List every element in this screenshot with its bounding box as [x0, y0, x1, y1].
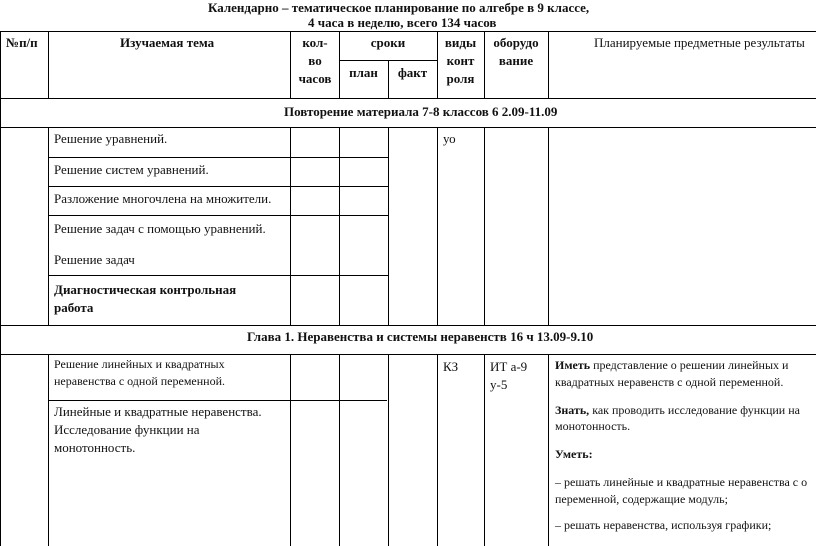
control-type: КЗ: [443, 359, 459, 374]
table-rule: [48, 400, 387, 401]
topic-row: Разложение многочлена на множители.: [54, 191, 272, 206]
table-rule: [0, 325, 816, 326]
result-line: – решать неравенства, используя графики;: [555, 518, 772, 532]
result-keyword: Уметь:: [555, 447, 593, 461]
result-keyword: Иметь: [555, 358, 591, 372]
table-rule: [48, 275, 388, 276]
table-col-line: [290, 354, 291, 546]
topic-row: Решение задач с помощью уравнений.: [54, 221, 266, 236]
table-rule: [0, 98, 816, 99]
topic-row-line: Решение линейных и квадратных: [54, 357, 225, 371]
document-title-line1: Календарно – тематическое планирование по алгебре в 9 классе,: [208, 0, 590, 15]
topic-row-line: монотонность.: [54, 440, 136, 455]
equipment-line: у-5: [490, 377, 508, 392]
header-results: Планируемые предметные результаты: [594, 35, 805, 50]
table-rule: [0, 127, 816, 128]
diagnostic-work-line2: работа: [54, 300, 94, 315]
result-line: квадратных неравенств с одной переменной.: [555, 375, 784, 389]
header-equipment-2: вание: [498, 53, 534, 68]
section-heading: Глава 1. Неравенства и системы неравенств 16 ч 13.09-9.10: [247, 329, 594, 344]
result-line: монотонность.: [555, 419, 631, 433]
table-col-line: [290, 127, 291, 325]
table-col-line: [388, 354, 389, 546]
control-type: уо: [443, 131, 456, 146]
table-col-line: [388, 127, 389, 325]
header-topic: Изучаемая тема: [120, 35, 215, 50]
table-rule: [48, 186, 388, 187]
table-border-top: [0, 31, 816, 32]
header-fact: факт: [397, 65, 428, 80]
equipment-line: ИТ а-9: [490, 359, 528, 374]
header-control-1: виды: [444, 35, 477, 50]
topic-row-line: Линейные и квадратные неравенства.: [54, 404, 262, 419]
header-hours-2: во: [308, 53, 322, 68]
table-col-line: [548, 31, 549, 98]
table-col-line: [48, 31, 49, 98]
topic-row: Решение систем уравнений.: [54, 162, 209, 177]
header-control-3: роля: [446, 71, 475, 86]
table-col-line: [548, 354, 549, 546]
topic-row-line: Исследование функции на: [54, 422, 200, 437]
result-text: как проводить исследование функции на: [589, 403, 800, 417]
table-col-line: [548, 127, 549, 325]
table-col-line: [437, 354, 438, 546]
table-col-line: [48, 127, 49, 325]
table-col-line: [484, 354, 485, 546]
table-rule: [48, 215, 388, 216]
table-col-line: [484, 127, 485, 325]
table-col-line: [437, 127, 438, 325]
diagnostic-work-line1: Диагностическая контрольная: [54, 282, 237, 297]
header-plan: план: [349, 65, 378, 80]
table-col-line: [339, 127, 340, 325]
topic-row-line: неравенства с одной переменной.: [54, 374, 226, 388]
header-hours-1: кол-: [302, 35, 328, 50]
document-title-line2: 4 часа в неделю, всего 134 часов: [308, 15, 497, 30]
header-control-2: конт: [446, 53, 475, 68]
result-line: – решать линейные и квадратные неравенства с о: [555, 475, 808, 489]
section-heading: Повторение материала 7-8 классов 6 2.09-11.09: [284, 104, 558, 119]
header-equipment-1: оборудо: [493, 35, 539, 50]
table-border-left: [0, 31, 1, 546]
header-dates: сроки: [370, 35, 406, 50]
topic-row: Решение уравнений.: [54, 131, 168, 146]
result-text: представление о решении линейных и: [590, 358, 789, 372]
topic-row: Решение задач: [54, 252, 135, 267]
header-hours-3: часов: [298, 71, 332, 86]
result-keyword: Знать,: [555, 403, 590, 417]
header-num: №п/п: [6, 35, 38, 50]
table-col-line: [48, 354, 49, 546]
table-rule: [48, 157, 388, 158]
result-line: переменной, содержащие модуль;: [555, 492, 728, 506]
table-col-line: [339, 354, 340, 546]
